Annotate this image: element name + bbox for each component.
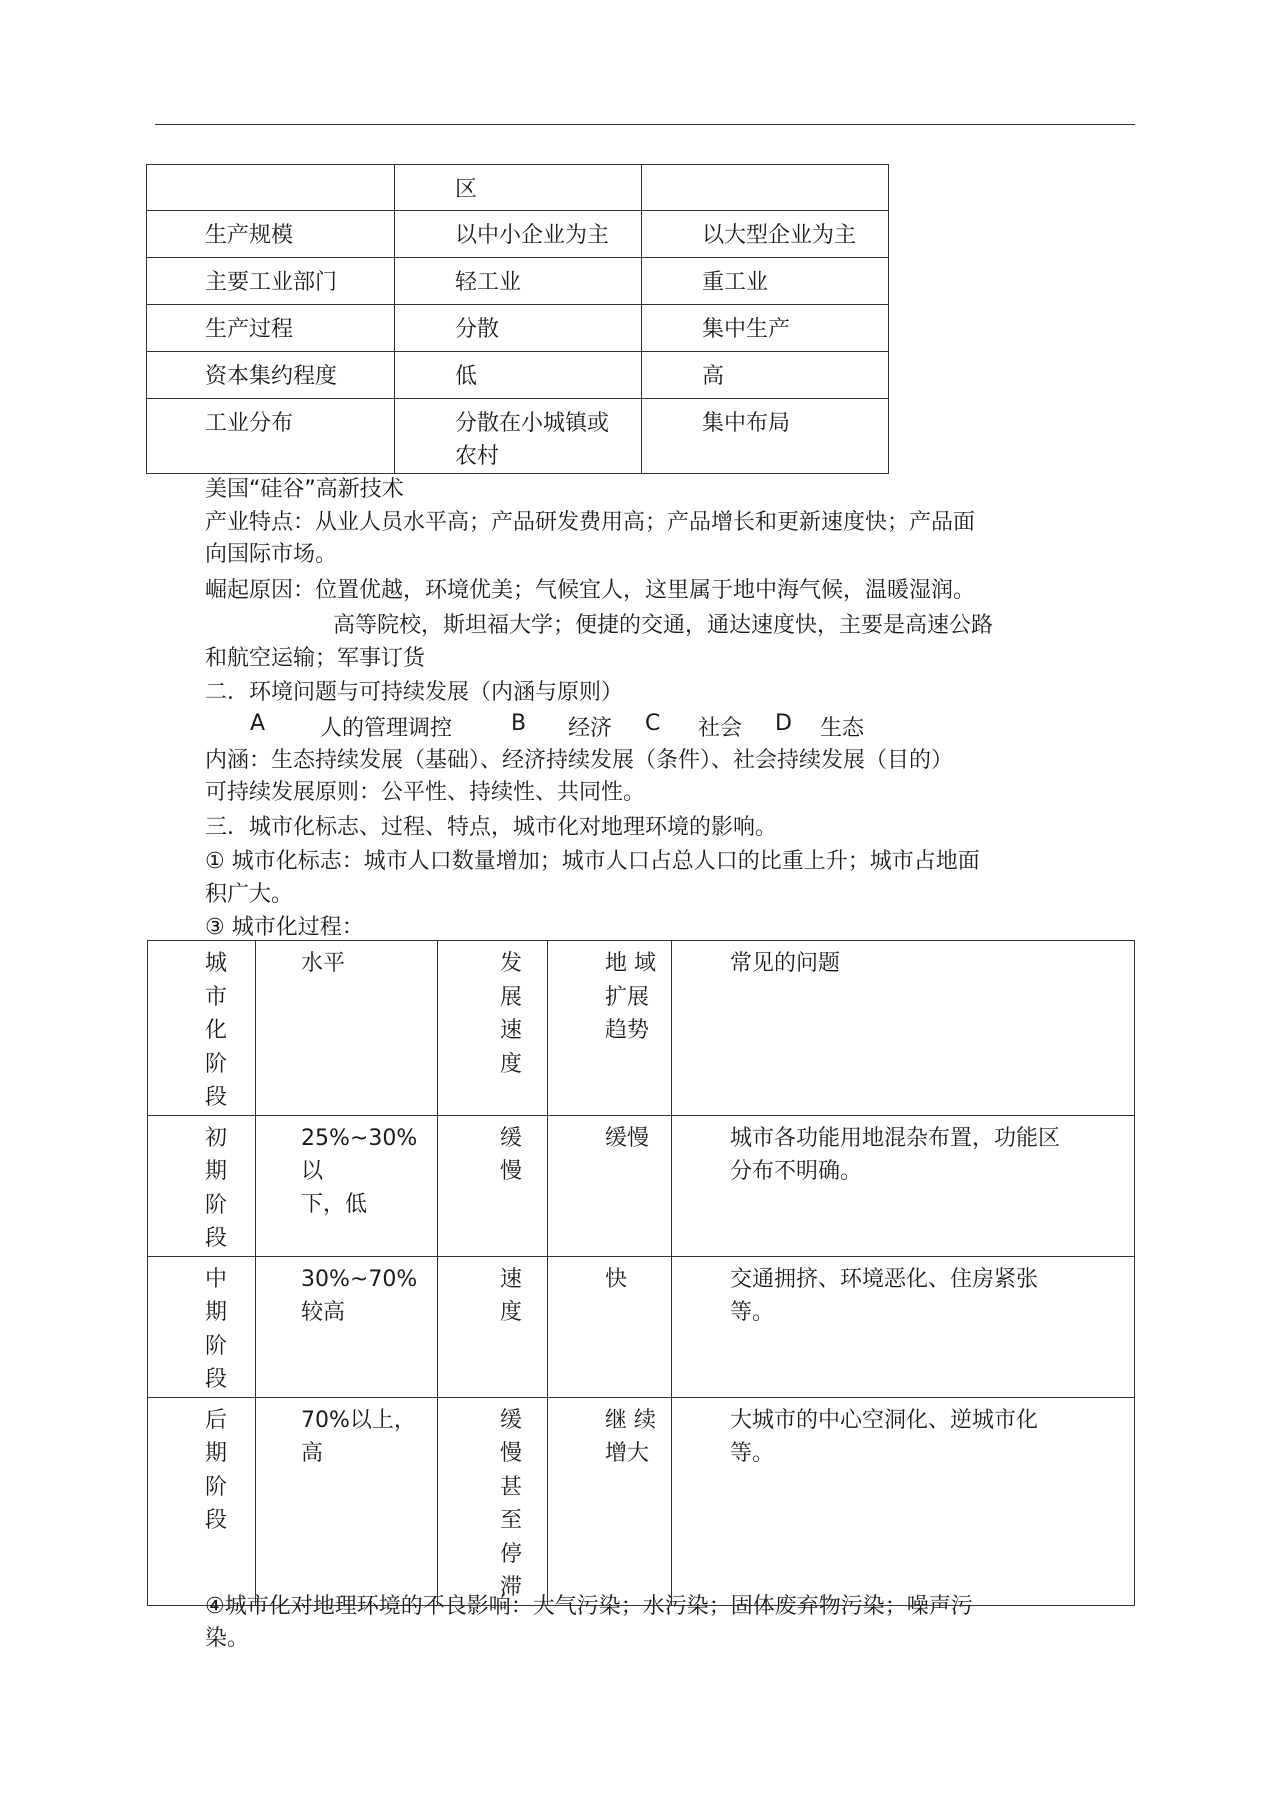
table-row — [148, 1115, 1135, 1256]
problems-header: 常见的问题 — [672, 941, 1135, 1116]
speed-header: 发 展 速 度 — [438, 941, 548, 1116]
section-3-title: 三．城市化标志、过程、特点，城市化对地理环境的影响。 — [205, 815, 778, 840]
table-row — [148, 1397, 1135, 1605]
silicon-valley-reasons: 崛起原因：位置优越，环境优美；气候宜人，这里属于地中海气候，温暖湿润。 — [205, 578, 976, 603]
section-2-title: 二．环境问题与可持续发展（内涵与原则） — [205, 680, 624, 705]
problems-cell: 大城市的中心空洞化、逆城市化 等。 — [672, 1397, 1135, 1605]
table-cell: 集中生产 — [642, 305, 889, 352]
option-text: 经济 — [568, 716, 613, 741]
option-text: 人的管理调控 — [320, 716, 453, 741]
silicon-valley-reasons: 和航空运输；军事订货 — [205, 646, 426, 671]
speed-cell: 缓 慢 — [438, 1115, 548, 1256]
urbanization-impact: 染。 — [205, 1626, 250, 1651]
header-rule — [155, 124, 1135, 125]
problems-cell: 交通拥挤、环境恶化、住房紧张 等。 — [672, 1256, 1135, 1397]
table-cell: 分散 — [395, 305, 642, 352]
table-cell: 生产过程 — [147, 305, 395, 352]
table-cell: 轻工业 — [395, 258, 642, 305]
option-letter: A — [250, 711, 266, 736]
principles-text: 可持续发展原则：公平性、持续性、共同性。 — [205, 780, 646, 805]
silicon-valley-features: 向国际市场。 — [205, 542, 338, 567]
table-cell: 低 — [395, 352, 642, 399]
urbanization-stage-table — [147, 940, 1135, 1606]
urbanization-impact: ④城市化对地理环境的不良影响：大气污染；水污染；固体废弃物污染；噪声污 — [205, 1594, 973, 1619]
trend-cell: 缓慢 — [548, 1115, 672, 1256]
stage-cell: 后 期 阶 段 — [148, 1397, 256, 1605]
table-cell — [147, 165, 395, 211]
table-cell: 工业分布 — [147, 399, 395, 474]
table-row — [148, 1256, 1135, 1397]
trend-cell: 继 续 增大 — [548, 1397, 672, 1605]
stage-cell: 中 期 阶 段 — [148, 1256, 256, 1397]
stage-cell: 初 期 阶 段 — [148, 1115, 256, 1256]
option-text: 社会 — [698, 716, 743, 741]
urbanization-mark: ① 城市化标志：城市人口数量增加；城市人口占总人口的比重上升；城市占地面 — [205, 849, 980, 874]
table-cell: 资本集约程度 — [147, 352, 395, 399]
trend-header: 地 域 扩展 趋势 — [548, 941, 672, 1116]
problems-cell: 城市各功能用地混杂布置，功能区 分布不明确。 — [672, 1115, 1135, 1256]
table-row — [147, 399, 889, 474]
urbanization-process-label: ③ 城市化过程： — [205, 915, 364, 940]
table-cell: 高 — [642, 352, 889, 399]
table-row — [147, 305, 889, 352]
table-row — [148, 941, 1135, 1116]
table-row — [147, 165, 889, 211]
table-row — [147, 352, 889, 399]
trend-cell: 快 — [548, 1256, 672, 1397]
table-cell: 以中小企业为主 — [395, 211, 642, 258]
table-row — [147, 211, 889, 258]
level-cell: 30%~70% 较高 — [256, 1256, 438, 1397]
speed-cell: 缓 慢 甚 至 停 滞 — [438, 1397, 548, 1605]
table-cell: 主要工业部门 — [147, 258, 395, 305]
industry-comparison-table — [146, 164, 889, 474]
table-cell: 分散在小城镇或农村 — [395, 399, 642, 474]
table-cell: 重工业 — [642, 258, 889, 305]
stage-header: 城 市 化 阶 段 — [148, 941, 256, 1116]
connotation-text: 内涵：生态持续发展（基础）、经济持续发展（条件）、社会持续发展（目的） — [205, 748, 954, 773]
level-header: 水平 — [256, 941, 438, 1116]
option-text: 生态 — [820, 716, 865, 741]
table-cell: 以大型企业为主 — [642, 211, 889, 258]
table-cell: 集中布局 — [642, 399, 889, 474]
silicon-valley-features: 产业特点：从业人员水平高；产品研发费用高；产品增长和更新速度快；产品面 — [205, 510, 976, 535]
option-letter: B — [511, 711, 527, 736]
option-letter: C — [645, 711, 661, 736]
urbanization-mark: 积广大。 — [205, 882, 294, 907]
level-cell: 70%以上， 高 — [256, 1397, 438, 1605]
silicon-valley-reasons: 高等院校，斯坦福大学；便捷的交通，通达速度快，主要是高速公路 — [333, 613, 994, 638]
level-cell: 25%~30%以 下，低 — [256, 1115, 438, 1256]
silicon-valley-title: 美国“硅谷”高新技术 — [205, 477, 404, 502]
speed-cell: 速 度 — [438, 1256, 548, 1397]
table-row — [147, 258, 889, 305]
table-cell: 区 — [395, 165, 642, 211]
option-letter: D — [775, 711, 792, 736]
table-cell — [642, 165, 889, 211]
table-cell: 生产规模 — [147, 211, 395, 258]
